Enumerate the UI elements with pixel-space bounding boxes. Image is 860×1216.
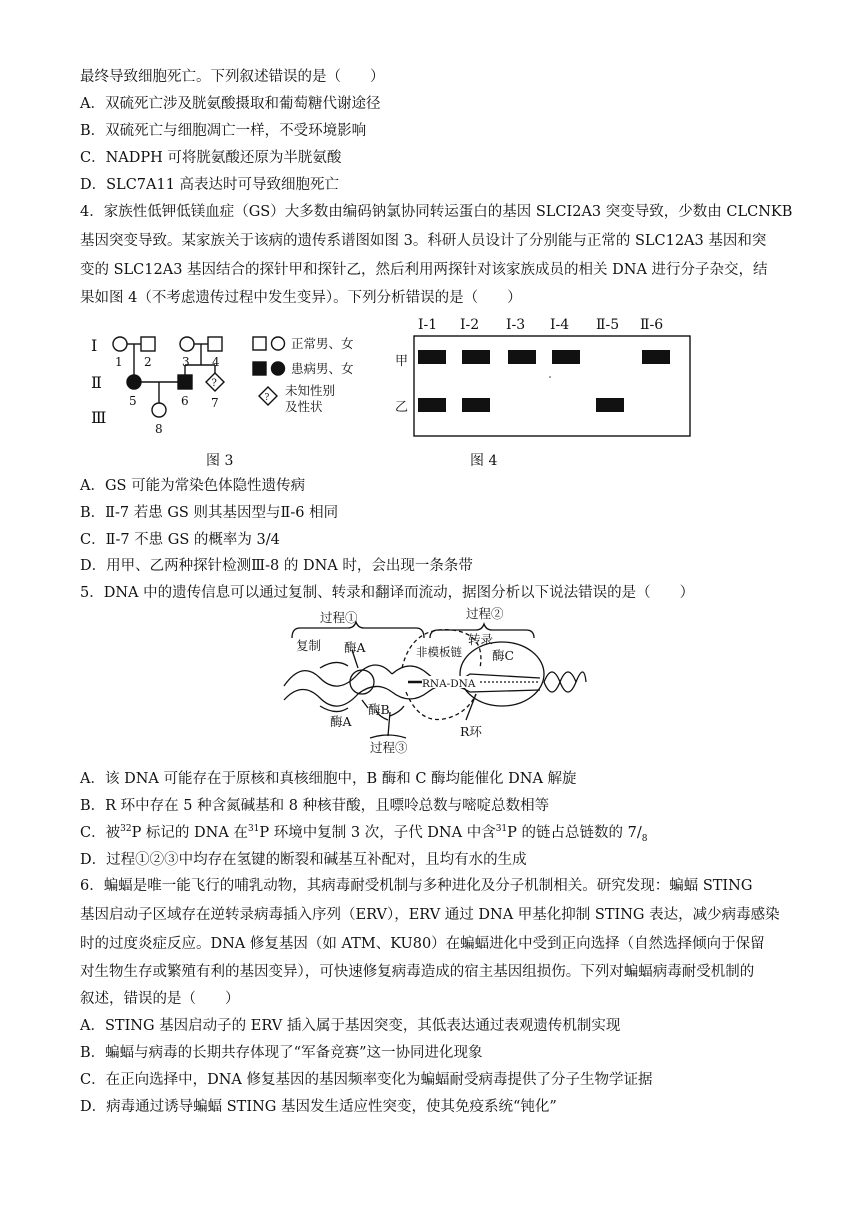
q6-stem-line1: 6．蝙蝠是唯一能飞行的哺乳动物，其病毒耐受机制与多种进化及分子机制相关。研究发现：蝙蝠 STING [80,878,753,894]
q4-option-a[interactable]: A．GS 可能为常染色体隐性遗传病 [80,478,306,494]
q5-option-c[interactable] [80,820,800,846]
band-yi-1 [418,398,446,412]
band-jia-3 [508,350,536,364]
q5-c-sub: 8 [641,833,648,844]
q6-option-a[interactable]: A．STING 基因启动子的 ERV 插入属于基因突变，其低表达通过表观遗传机制实现 [80,1018,621,1034]
legend-normal: 正常男、女 [291,336,354,351]
col-II-6: Ⅱ-6 [640,317,664,333]
q5-option-b[interactable]: B．R 环中存在 5 种含氮碱基和 8 种核苷酸，且嘌呤总数与嘧啶总数相等 [80,798,550,814]
band-jia-6 [642,350,670,364]
legend-affected: 患病男、女 [291,361,354,376]
individual-I-3 [180,337,194,351]
label-non-template: 非模板链 [416,645,462,659]
fig4-caption: 图 4 [470,453,498,469]
q4-option-c[interactable]: C．Ⅱ-7 不患 GS 的概率为 3/4 [80,532,280,548]
fig3-caption: 图 3 [206,453,234,469]
label-4: 4 [212,355,220,369]
label-enzyme-c: 酶C [492,648,515,663]
label-7: 7 [211,396,219,410]
q5-option-d[interactable]: D．过程①②③中均存在氢键的断裂和碱基互补配对，且均有水的生成 [80,852,527,868]
band-yi-2 [462,398,490,412]
band-jia-2 [462,350,490,364]
q6-stem-line2: 基因启动子区域存在逆转录病毒插入序列（ERV），ERV 通过 DNA 甲基化抑制 STING 表达，减少病毒感染 [80,907,780,923]
q5-c-sup2: 31 [247,824,260,835]
hybridization-figure [395,312,700,442]
label-2: 2 [144,355,152,369]
band-yi-5 [596,398,624,412]
band-jia-4 [552,350,580,364]
q5-c-pre: C．被 [80,825,121,841]
individual-I-1 [113,337,127,351]
legend-unknown-line1: 未知性别 [285,383,336,398]
individual-I-2 [141,337,155,351]
label-6: 6 [181,394,189,408]
q5-c-mid1: P 标记的 DNA 在 [131,825,248,841]
q4-stem-line4: 果如图 4（不考虑遗传过程中发生变异）。下列分析错误的是（ ） [80,290,522,306]
q5-stem: 5．DNA 中的遗传信息可以通过复制、转录和翻译而流动，据图分析以下说法错误的是（ ） [80,585,695,601]
label-enzyme-a-top: 酶A [344,640,366,655]
dna-process-figure [280,608,590,758]
q3-stem-tail: 最终导致细胞死亡。下列叙述错误的是（ ） [80,69,385,85]
unknown-mark: ? [211,378,217,389]
q6-option-b[interactable]: B．蝙蝠与病毒的长期共存体现了“军备竞赛”这一协同进化现象 [80,1045,483,1061]
label-process2: 过程② [466,606,504,621]
col-I-3: Ⅰ-3 [506,317,526,333]
q6-stem-line3: 时的过度炎症反应。DNA 修复基因（如 ATM、KU80）在蝙蝠进化中受到正向选择（自然选择倾向于保留 [80,936,765,952]
row-label-jia: 甲 [395,354,409,369]
legend-unknown-line2: 及性状 [285,399,323,414]
q5-c-sup3: 31 [495,824,508,835]
q3-option-a[interactable]: A．双硫死亡涉及胱氨酸摄取和葡萄糖代谢途径 [80,96,381,112]
label-8: 8 [155,422,163,436]
col-I-4: Ⅰ-4 [550,317,570,333]
q3-option-c[interactable]: C．NADPH 可将胱氨酸还原为半胱氨酸 [80,150,342,166]
individual-II-6 [178,375,192,389]
label-enzyme-a-bottom: 酶A [330,714,352,729]
col-I-2: Ⅰ-2 [460,317,480,333]
individual-I-4 [208,337,222,351]
gen-label-2: Ⅱ [91,373,102,392]
label-1: 1 [115,355,123,369]
q6-option-c[interactable]: C．在正向选择中，DNA 修复基因的基因频率变化为蝙蝠耐受病毒提供了分子生物学证据 [80,1072,653,1088]
q4-stem-line2: 基因突变导致。某家族关于该病的遗传系谱图如图 3。科研人员设计了分别能与正常的 SLC12A3 基因和突 [80,233,767,249]
pedigree-figure [85,325,385,445]
label-process3: 过程③ [370,740,408,755]
label-enzyme-b: 酶B [368,702,390,717]
q3-option-d[interactable]: D．SLC7A11 高表达时可导致细胞死亡 [80,177,340,193]
gen-label-1: Ⅰ [91,336,98,355]
q4-stem-line1: 4．家族性低钾低镁血症（GS）大多数由编码钠氯协同转运蛋白的基因 SLCI2A3 突变导致，少数由 CLCNKB [80,204,793,220]
q6-stem-line5: 叙述，错误的是（ ） [80,991,240,1007]
individual-II-5 [127,375,141,389]
q6-option-d[interactable]: D．病毒通过诱导蝙蝠 STING 基因发生适应性突变，使其免疫系统“钝化” [80,1099,557,1115]
label-5: 5 [129,394,137,408]
q3-option-b[interactable]: B．双硫死亡与细胞凋亡一样，不受环境影响 [80,123,367,139]
q4-option-b[interactable]: B．Ⅱ-7 若患 GS 则其基因型与Ⅱ-6 相同 [80,505,339,521]
label-r-loop: R环 [460,724,482,739]
label-rna-dna: RNA-DNA [422,678,476,690]
q5-option-a[interactable]: A．该 DNA 可能存在于原核和真核细胞中，B 酶和 C 酶均能催化 DNA 解旋 [80,771,577,787]
q5-c-mid3: P 的链占总链数的 7/ [507,825,642,841]
label-3: 3 [182,355,190,369]
col-II-5: Ⅱ-5 [596,317,620,333]
q5-c-mid2: P 环境中复制 3 次，子代 DNA 中含 [259,825,496,841]
gen-label-3: Ⅲ [91,408,107,427]
row-label-yi: 乙 [395,400,409,415]
q4-stem-line3: 变的 SLC12A3 基因结合的探针甲和探针乙，然后利用两探针对该家族成员的相关 DNA 进行分子杂交，结 [80,262,768,278]
q6-stem-line4: 对生物生存或繁殖有利的基因变异），可快速修复病毒造成的宿主基因组损伤。下列对蝙蝠病毒耐受机制的 [80,964,755,980]
q5-c-sup1: 32 [120,824,132,835]
label-process1: 过程① [320,610,358,625]
individual-III-8 [152,403,166,417]
q4-option-d[interactable]: D．用甲、乙两种探针检测Ⅲ-8 的 DNA 时，会出现一条条带 [80,558,473,574]
label-transcription: 转录 [468,632,494,647]
band-jia-1 [418,350,446,364]
legend-unknown-mark: ? [264,393,270,403]
col-I-1: Ⅰ-1 [418,317,438,333]
label-replication: 复制 [296,638,322,653]
